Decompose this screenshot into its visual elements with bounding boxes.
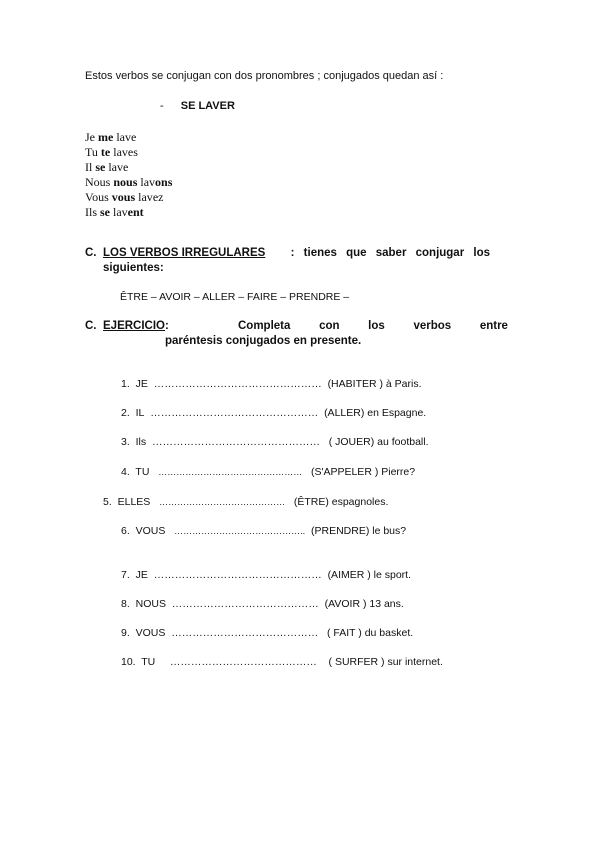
answer-blank[interactable]: ………………………………………… bbox=[150, 407, 319, 419]
section-exercise-letter: C. bbox=[85, 320, 97, 332]
conjugation-row: Vous vous lavez bbox=[85, 190, 164, 204]
conjugation-row: Nous nous lavons bbox=[85, 175, 173, 189]
exercise-item: 8. NOUS …………………………………… (AVOIR ) 13 ans. bbox=[121, 598, 404, 610]
exercise-item: 3. Ils ………………………………………… ( JOUER) au football. bbox=[121, 436, 429, 448]
section-exercise-line2: paréntesis conjugados en presente. bbox=[165, 335, 362, 347]
answer-blank[interactable]: ………………………………………… bbox=[158, 467, 303, 477]
se-laver-heading bbox=[160, 100, 235, 112]
se-laver-title: SE LAVER bbox=[180, 100, 235, 112]
section-irregular-line2: siguientes: bbox=[103, 262, 164, 274]
section-irregular-letter: C. bbox=[85, 247, 97, 259]
answer-blank[interactable]: …………………………………… bbox=[171, 598, 319, 610]
exercise-item: 9. VOUS …………………………………… ( FAIT ) du basket. bbox=[121, 627, 414, 639]
exercise-item: 4. TU ………………………………………… (S'APPELER ) Pierre? bbox=[121, 466, 416, 478]
answer-blank[interactable]: ………………………………………… bbox=[153, 378, 322, 390]
answer-blank[interactable]: …………………………………… bbox=[171, 627, 319, 639]
exercise-item: 5. ELLES …………………………………… (ÊTRE) espagnoles. bbox=[103, 496, 389, 508]
answer-blank[interactable]: …………………………………… bbox=[169, 656, 317, 668]
conjugation-row: Ils se lavent bbox=[85, 205, 144, 219]
conjugation-row: Il se lave bbox=[85, 160, 129, 174]
answer-blank[interactable]: …………………………………….. bbox=[174, 526, 306, 536]
exercise-item: 7. JE ………………………………………… (AIMER ) le sport. bbox=[121, 569, 411, 581]
answer-blank[interactable]: ………………………………………… bbox=[153, 569, 322, 581]
exercise-item: 6. VOUS …………………………………….. (PRENDRE) le bus? bbox=[121, 525, 407, 537]
exercise-item: 10. TU …………………………………… ( SURFER ) sur internet. bbox=[121, 656, 443, 668]
section-irregular-heading: LOS VERBOS IRREGULARES bbox=[103, 247, 266, 259]
section-exercise-line1: Completa con los verbos entre bbox=[238, 320, 508, 332]
conjugation-row: Tu te laves bbox=[85, 145, 138, 159]
exercise-item: 2. IL ………………………………………… (ALLER) en Espagne. bbox=[121, 407, 427, 419]
section-irregular-rest: : tienes que saber conjugar los bbox=[290, 247, 490, 259]
intro-text: Estos verbos se conjugan con dos pronombres ; conjugados quedan así : bbox=[85, 70, 444, 82]
se-laver-dash: - bbox=[160, 100, 164, 112]
irregular-verbs-list: ÊTRE – AVOIR – ALLER – FAIRE – PRENDRE – bbox=[120, 291, 350, 303]
answer-blank[interactable]: …………………………………… bbox=[159, 497, 286, 507]
section-exercise-heading: EJERCICIO: bbox=[103, 320, 169, 332]
conjugation-list bbox=[85, 130, 172, 220]
section-irregular-line1 bbox=[103, 247, 490, 259]
conjugation-row: Je me lave bbox=[85, 130, 137, 144]
exercise-item: 1. JE ………………………………………… (HABITER ) à Paris. bbox=[121, 378, 422, 390]
answer-blank[interactable]: ………………………………………… bbox=[151, 436, 320, 448]
